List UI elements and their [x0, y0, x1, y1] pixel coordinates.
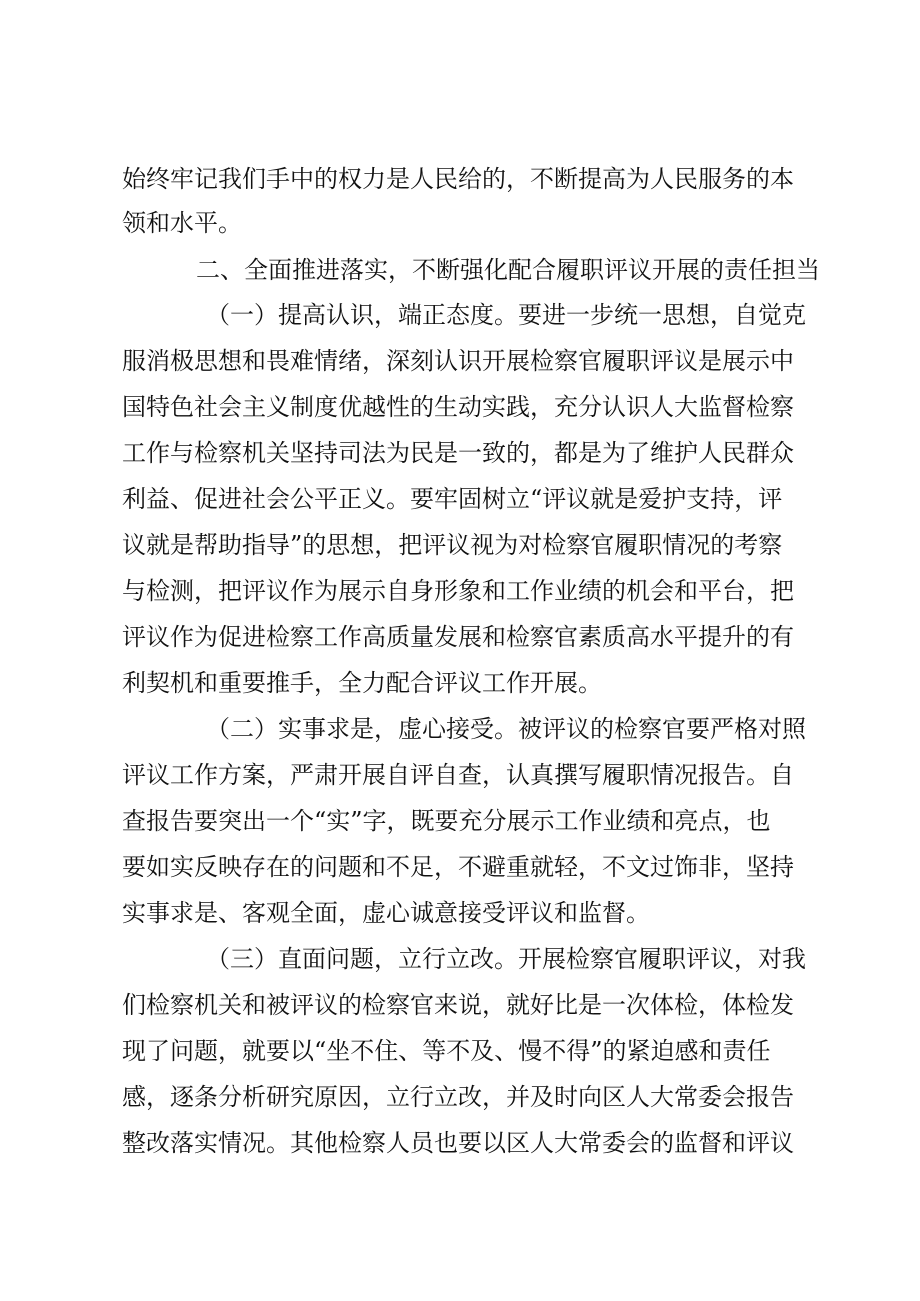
subsection-line: （二）实事求是，虚心接受。被评议的检察官要严格对照	[206, 715, 806, 743]
text-line: 现了问题，就要以“坐不住、等不及、慢不得”的紧迫感和责任	[122, 1037, 771, 1065]
text-line: 实事求是、客观全面，虚心诚意接受评议和监督。	[122, 899, 650, 927]
text-line: 们检察机关和被评议的检察官来说，就好比是一次体检，体检发	[122, 991, 794, 1019]
text-line: 查报告要突出一个“实”字，既要充分展示工作业绩和亮点，也	[122, 807, 771, 835]
text-line: 服消极思想和畏难情绪，深刻认识开展检察官履职评议是展示中	[122, 347, 794, 375]
text-line: 始终牢记我们手中的权力是人民给的，不断提高为人民服务的本	[122, 165, 794, 193]
text-line: 国特色社会主义制度优越性的生动实践，充分认识人大监督检察	[122, 393, 794, 421]
text-line: 领和水平。	[122, 209, 242, 237]
text-line: 利益、促进社会公平正义。要牢固树立“评议就是爱护支持，评	[122, 485, 783, 513]
text-line: 工作与检察机关坚持司法为民是一致的，都是为了维护人民群众	[122, 439, 794, 467]
text-line: 与检测，把评议作为展示自身形象和工作业绩的机会和平台，把	[122, 577, 794, 605]
text-line: 利契机和重要推手，全力配合评议工作开展。	[122, 669, 602, 697]
text-line: 要如实反映存在的问题和不足，不避重就轻，不文过饰非，坚持	[122, 853, 794, 881]
subsection-line: （三）直面问题，立行立改。开展检察官履职评议，对我	[206, 945, 806, 973]
text-line: 整改落实情况。其他检察人员也要以区人大常委会的监督和评议	[122, 1129, 794, 1157]
text-line: 评议作为促进检察工作高质量发展和检察官素质高水平提升的有	[122, 623, 794, 651]
section-heading: 二、全面推进落实，不断强化配合履职评议开展的责任担当	[196, 256, 820, 284]
text-line: 议就是帮助指导”的思想，把评议视为对检察官履职情况的考察	[122, 531, 783, 559]
text-line: 评议工作方案，严肃开展自评自查，认真撰写履职情况报告。自	[122, 761, 794, 789]
subsection-line: （一）提高认识，端正态度。要进一步统一思想，自觉克	[206, 301, 806, 329]
text-line: 感，逐条分析研究原因，立行立改，并及时向区人大常委会报告	[122, 1083, 794, 1111]
